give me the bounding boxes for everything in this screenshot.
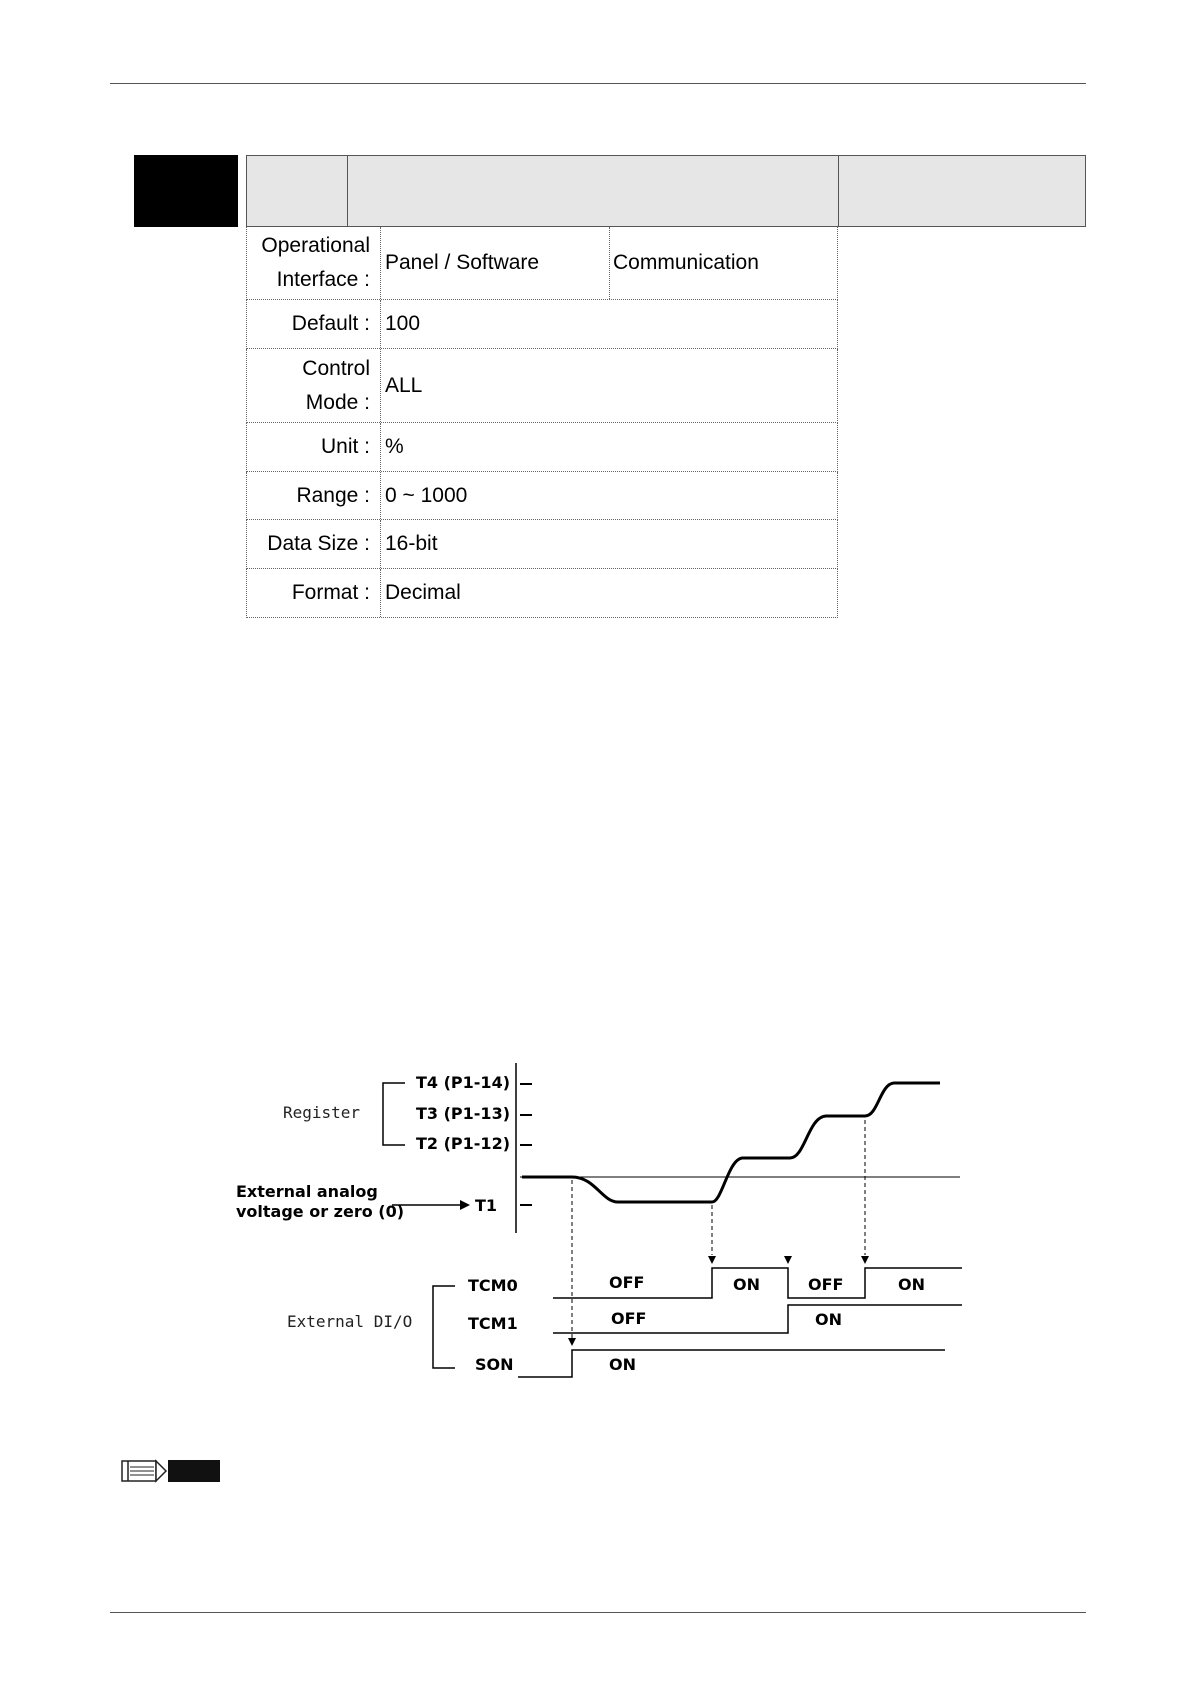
tcm0-state-3: OFF — [808, 1275, 844, 1294]
arrow-tcm1 — [784, 1256, 792, 1264]
t2-label: T2 (P1-12) — [416, 1134, 511, 1153]
analog-arrow-head — [460, 1200, 470, 1210]
dio-bracket — [433, 1286, 455, 1368]
row-label: Data Size : — [247, 520, 381, 568]
register-label: Register — [283, 1103, 361, 1122]
row-value: Decimal — [385, 581, 461, 604]
t4-label: T4 (P1-14) — [416, 1073, 511, 1092]
tcm1-state-2: ON — [815, 1310, 842, 1329]
row-value: 0 ~ 1000 — [385, 483, 468, 507]
row-value: 100 — [385, 312, 421, 335]
torque-limit-curve — [522, 1083, 940, 1202]
row-label: Control Mode : — [247, 349, 381, 422]
ext-analog-label-1: External analog — [236, 1182, 378, 1201]
pencil-note-icon — [120, 1458, 168, 1484]
row-value: % — [385, 435, 404, 458]
row-value-2: Communication — [613, 251, 759, 274]
son-state: ON — [609, 1355, 636, 1374]
row-label: Operational Interface : — [247, 227, 381, 299]
ext-analog-label-2: voltage or zero (0) — [236, 1202, 405, 1221]
son-waveform — [518, 1350, 945, 1377]
son-label: SON — [475, 1355, 514, 1374]
tcm0-state-1: OFF — [609, 1273, 645, 1292]
row-value: 16-bit — [385, 532, 438, 555]
row-label: Format : — [247, 569, 381, 617]
tcm1-label: TCM1 — [468, 1314, 518, 1333]
register-bracket — [383, 1083, 405, 1145]
arrow-tcm0-1 — [708, 1256, 716, 1264]
row-value: Panel / Software — [385, 251, 540, 274]
tcm1-state-1: OFF — [611, 1309, 647, 1328]
tcm0-state-4: ON — [898, 1275, 925, 1294]
arrow-son — [568, 1338, 576, 1346]
row-label: Default : — [247, 300, 381, 348]
tcm0-state-2: ON — [733, 1275, 760, 1294]
tcm0-label: TCM0 — [468, 1276, 518, 1295]
ext-dio-label: External DI/O — [287, 1312, 413, 1331]
t3-label: T3 (P1-13) — [416, 1104, 511, 1123]
arrow-tcm0-3 — [861, 1256, 869, 1264]
row-label: Unit : — [247, 423, 381, 471]
note-label-box — [168, 1460, 220, 1482]
row-value: ALL — [385, 373, 423, 397]
row-label: Range : — [247, 472, 381, 519]
t1-label: T1 — [475, 1196, 498, 1215]
